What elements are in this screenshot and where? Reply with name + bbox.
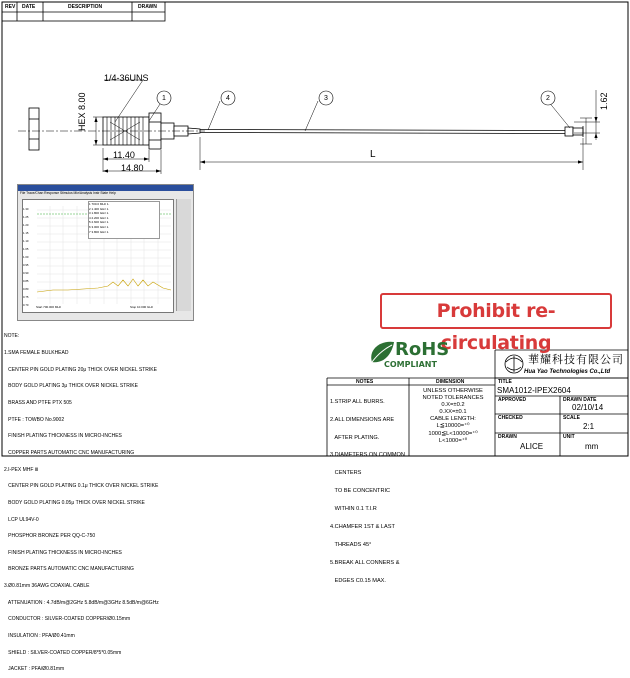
note-line: SHIELD : SILVER-COATED COPPER/8*5*0.05mm <box>4 649 122 656</box>
rev-header: REV <box>5 4 16 10</box>
strip-note-line: 3.DIAMETERS ON COMMON <box>330 452 405 459</box>
sma-connector <box>18 108 205 150</box>
note-line: BODY GOLD PLATING 0.05μ THICK OVER NICKEL STRIKE <box>4 499 145 506</box>
note-line: ATTENUATION : 4.7dB/m@2GHz 5.8dB/m@3GHz 8.5dB/m@6GHz <box>4 599 159 606</box>
strip-note-line: THREADS 45° <box>330 541 372 548</box>
company-name-cn: 華耀科技有限公司 <box>528 353 624 366</box>
balloon-4-label: 4 <box>226 95 230 102</box>
y-tick: 1.20 <box>23 223 29 227</box>
note-line: 1.SMA FEMALE BULKHEAD <box>4 350 69 357</box>
y-tick: 1.30 <box>23 207 29 211</box>
note-line: CONDUCTOR : SILVER-COATED COPPER/Ø0.15mm <box>4 616 131 623</box>
title-value: SMA1012-IPEX2604 <box>497 386 571 395</box>
marker-row: 6 3.000 GHz 1. <box>89 224 110 229</box>
note-line: FINISH PLATING THICKNESS IN MICRO-INCHES <box>4 549 122 556</box>
date-header: DATE <box>22 4 36 10</box>
coax-cable <box>200 130 565 134</box>
rohs-title: RoHS <box>395 339 450 360</box>
company-name-en: Hua Yao Technologies Co.,Ltd <box>524 369 611 375</box>
dim-11-40: 11.40 <box>113 150 135 160</box>
vna-start: Start 700.000 MHz <box>36 305 62 309</box>
strip-note-line: CENTERS <box>330 470 362 477</box>
y-tick: 0.70 <box>23 303 29 307</box>
note-line: CENTER PIN GOLD PLATING 20μ THICK OVER NICKEL STRIKE <box>4 366 157 373</box>
dim-1-62: 1.62 <box>599 92 609 110</box>
drawn-label: DRAWN <box>498 434 517 440</box>
dim-length: L <box>370 149 376 160</box>
strip-note-line: WITHIN 0.1 T.I.R <box>330 506 377 513</box>
strip-note-line: TO BE CONCENTRIC <box>330 488 391 495</box>
unit-value: mm <box>585 442 599 451</box>
scale-label: SCALE <box>563 415 580 421</box>
dimension-line: UNLESS OTHERWISE <box>423 388 483 394</box>
balloon-2-label: 2 <box>546 95 550 102</box>
hex-label: HEX 8.00 <box>77 92 87 131</box>
dimension-line: NOTED TOLERANCES <box>422 395 484 402</box>
strip-note-line: AFTER PLATING. <box>330 434 380 441</box>
note-line: BODY GOLD PLATING 3μ THICK OVER NICKEL STRIKE <box>4 383 138 390</box>
marker-row: 5 2.600 GHz 1. <box>89 220 110 225</box>
marker-row: 4 2.200 GHz 1. <box>89 215 110 220</box>
dimension-line: L<1000=⁺⁰ <box>438 437 468 444</box>
prohibit-stamp: Prohibit re-circulating <box>380 293 612 329</box>
note-line: BRONZE PARTS AUTOMATIC CNC MANUFACTURING <box>4 566 134 573</box>
strip-note-line: 2.ALL DIMENSIONS ARE <box>330 416 395 423</box>
strip-notes-header: NOTES <box>356 379 374 385</box>
note-line: PHOSPHOR BRONZE PER QQ-C-750 <box>4 533 96 540</box>
vna-y-ticks <box>23 205 28 309</box>
checked-label: CHECKED <box>498 415 523 421</box>
y-tick: 1.10 <box>23 239 29 243</box>
marker-row: 1 700.0 MHz 1. <box>89 202 110 206</box>
note-line: FINISH PLATING THICKNESS IN MICRO-INCHES <box>4 433 122 440</box>
approved-label: APPROVED <box>498 397 527 403</box>
dimension-line: 1000≦L<10000=⁺⁰ <box>428 430 478 437</box>
y-tick: 1.00 <box>23 255 29 259</box>
description-header: DESCRIPTION <box>68 4 103 10</box>
drawn-value: ALICE <box>520 442 544 451</box>
vna-menu: File Trace/Chan Response Stimulus Mkr/Analysis Instr State Help <box>20 191 116 195</box>
vna-screenshot <box>17 184 194 321</box>
unit-label: UNIT <box>563 434 575 440</box>
dim-14-80: 14.80 <box>121 163 144 173</box>
y-tick: 0.80 <box>23 287 29 291</box>
dimension-block <box>412 388 494 445</box>
note-line: 2.I-PEX MHF Ⅲ <box>4 466 39 473</box>
dimension-line: L≦10000=⁺⁰ <box>436 423 470 430</box>
vna-softkey-panel <box>176 199 191 311</box>
note-line: CENTER PIN GOLD PLATING 0.1μ THICK OVER NICKEL STRIKE <box>4 483 159 490</box>
strip-note-line: 1.STRIP ALL BURRS. <box>330 398 385 405</box>
note-line: 3.Ø0.81mm 36AWG COAXIAL CABLE <box>4 583 90 590</box>
note-line: COPPER PARTS AUTOMATIC CNC MANUFACTURING <box>4 449 135 456</box>
y-tick: 0.90 <box>23 271 29 275</box>
dimension-line: CABLE LENGTH: <box>430 416 476 423</box>
drawn-header: DRAWN <box>138 4 157 10</box>
y-tick: 1.25 <box>23 215 29 219</box>
strip-note-line: 5.BREAK ALL CONNERS & <box>330 559 400 566</box>
marker-row: 7 3.800 GHz 1. <box>89 229 110 234</box>
balloons <box>157 91 555 105</box>
strip-notes <box>330 388 405 590</box>
title-label: TITLE <box>498 379 512 385</box>
marker-row: 3 1.800 GHz 1. <box>89 211 110 216</box>
note-line: JACKET : PFA/Ø0.81mm <box>4 666 65 673</box>
notes-block <box>4 340 159 678</box>
drawn-date-label: DRAWN DATE <box>563 397 597 403</box>
dimension-line: 0.X=±0.2 <box>441 402 465 409</box>
vna-stop: Stop 10.000 GHz <box>130 305 154 309</box>
note-line: LCP UL94V-0 <box>4 516 39 523</box>
note-line: INSULATION : PFA/Ø0.41mm <box>4 632 75 639</box>
note-line: PTFE : TOWBO No.9002 <box>4 416 65 423</box>
drawn-date-value: 02/10/14 <box>572 403 604 412</box>
marker-row: 2 1.400 GHz 1. <box>89 206 110 211</box>
balloon-3-label: 3 <box>324 95 328 102</box>
rohs-subtitle: COMPLIANT <box>384 360 437 369</box>
note-line: BRASS AND PTFE PTX 505 <box>4 400 72 407</box>
balloon-1-label: 1 <box>162 95 166 102</box>
dimension-line: 0.XX=±0.1 <box>439 409 467 416</box>
y-tick: 1.15 <box>23 231 29 235</box>
dimension-header: DIMENSION <box>436 379 465 385</box>
y-tick: 0.85 <box>23 279 29 283</box>
strip-note-line: EDGES C0.15 MAX. <box>330 577 386 584</box>
thread-label: 1/4-36UNS <box>104 73 149 83</box>
y-tick: 1.05 <box>23 247 29 251</box>
y-tick: 0.75 <box>23 295 29 299</box>
strip-note-line: 4.CHAMFER 1ST & LAST <box>330 523 395 530</box>
notes-title: NOTE: <box>4 333 20 339</box>
scale-value: 2:1 <box>583 422 595 431</box>
y-tick: 0.95 <box>23 263 29 267</box>
vna-marker-table <box>88 201 160 239</box>
